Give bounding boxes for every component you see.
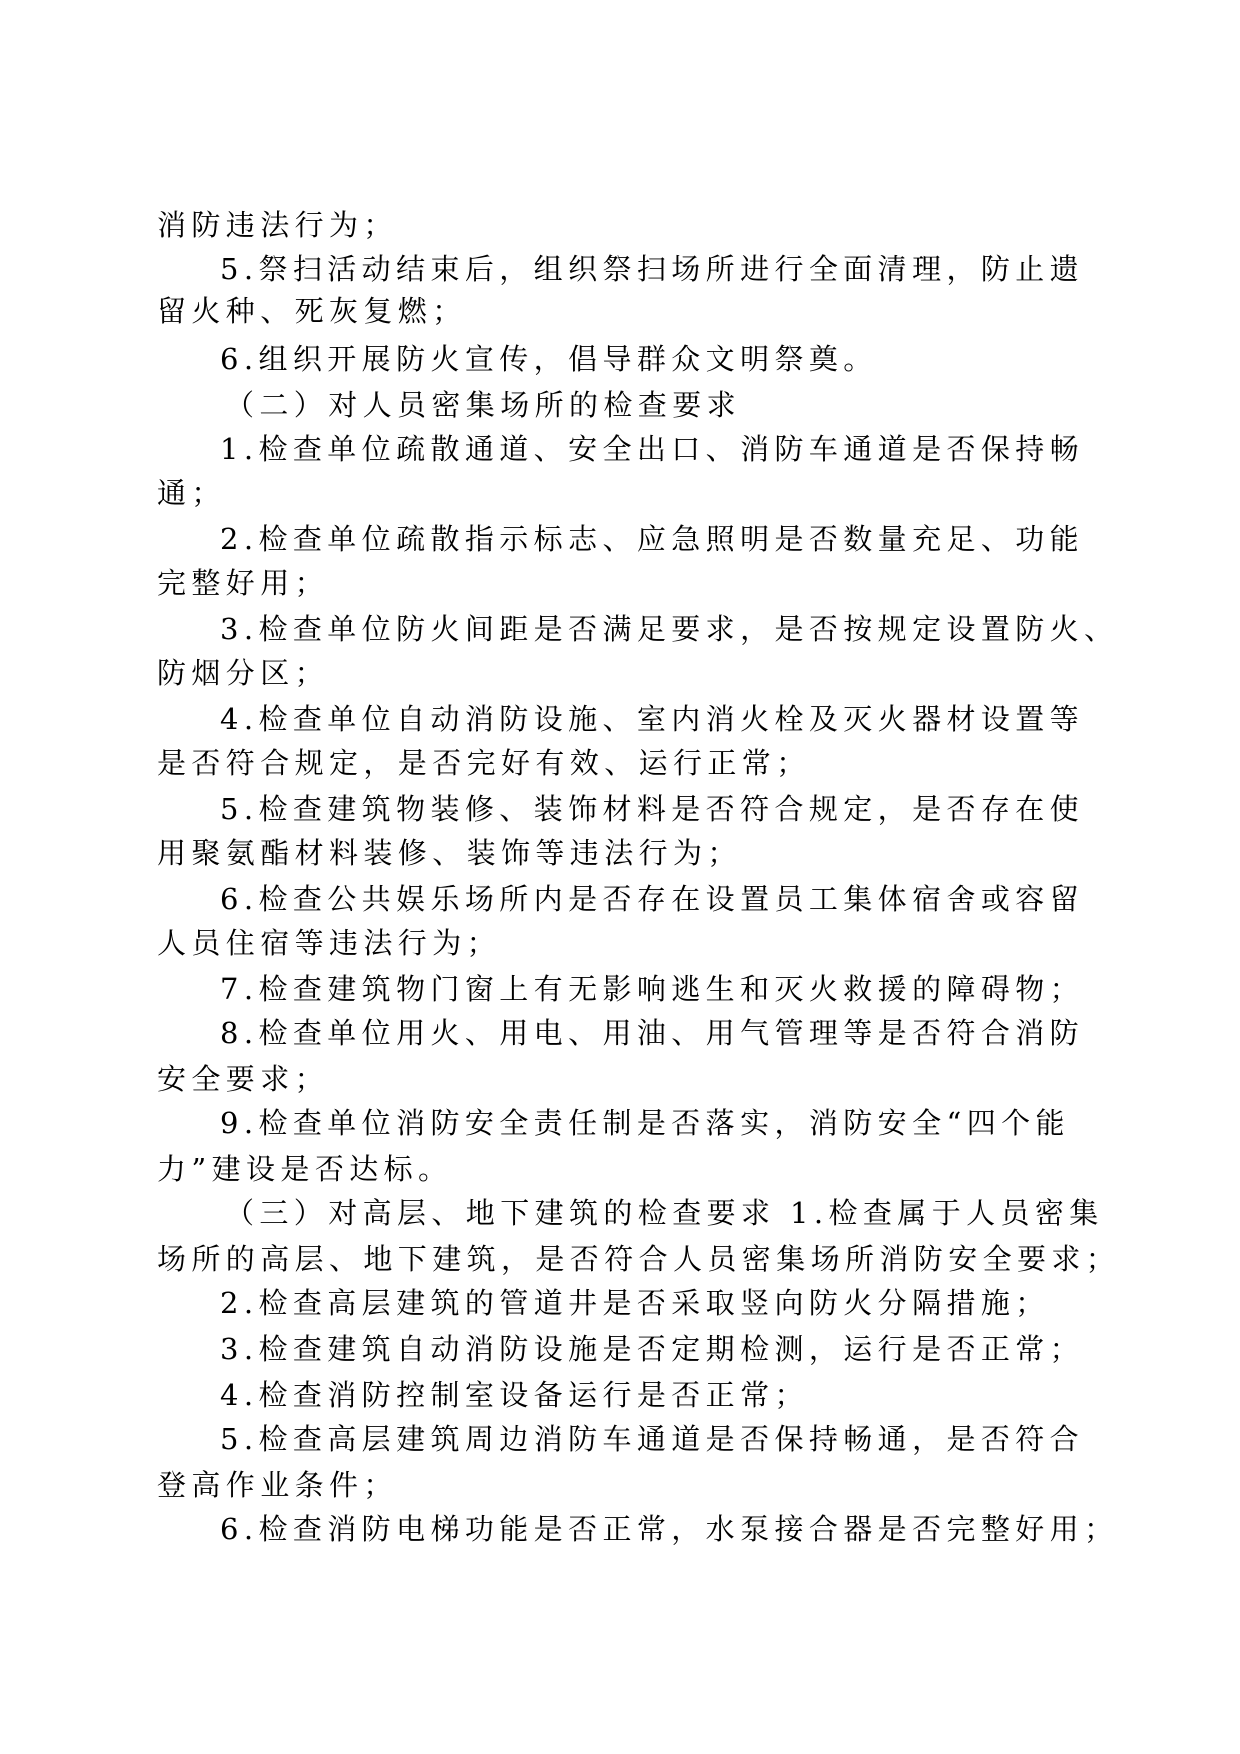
text-line: 6.检查消防电梯功能是否正常，水泵接合器是否完整好用；	[220, 1512, 1119, 1546]
text-line: 2.检查单位疏散指示标志、应急照明是否数量充足、功能	[220, 522, 1085, 556]
text-line: 用聚氨酯材料装修、装饰等违法行为；	[157, 836, 742, 870]
text-line: 6.检查公共娱乐场所内是否存在设置员工集体宿舍或容留	[220, 882, 1085, 916]
text-line: 3.检查单位防火间距是否满足要求，是否按规定设置防火、	[220, 612, 1119, 646]
text-line: 8.检查单位用火、用电、用油、用气管理等是否符合消防	[220, 1016, 1085, 1050]
text-line: 消防违法行为；	[157, 208, 398, 242]
text-line: 通；	[157, 476, 226, 510]
text-line: 完整好用；	[157, 566, 330, 600]
section-heading: （三）对高层、地下建筑的检查要求 1.检查属于人员密集	[225, 1196, 1104, 1230]
section-heading: （二）对人员密集场所的检查要求	[225, 388, 742, 422]
text-line: 9.检查单位消防安全责任制是否落实，消防安全“四个能	[220, 1106, 1070, 1140]
text-line: 7.检查建筑物门窗上有无影响逃生和灭火救援的障碍物；	[220, 972, 1085, 1006]
text-line: 留火种、死灰复燃；	[157, 294, 467, 328]
text-line: 5.检查高层建筑周边消防车通道是否保持畅通，是否符合	[220, 1422, 1085, 1456]
text-line: 2.检查高层建筑的管道井是否采取竖向防火分隔措施；	[220, 1286, 1050, 1320]
text-line: 3.检查建筑自动消防设施是否定期检测，运行是否正常；	[220, 1332, 1085, 1366]
text-line: 5.祭扫活动结束后，组织祭扫场所进行全面清理，防止遗	[220, 252, 1085, 286]
text-line: 4.检查单位自动消防设施、室内消火栓及灭火器材设置等	[220, 702, 1085, 736]
text-line: 登高作业条件；	[157, 1468, 398, 1502]
text-line: 力”建设是否达标。	[157, 1152, 453, 1186]
text-line: 6.组织开展防火宣传，倡导群众文明祭奠。	[220, 342, 878, 376]
text-line: 场所的高层、地下建筑，是否符合人员密集场所消防安全要求；	[157, 1242, 1121, 1276]
text-line: 是否符合规定，是否完好有效、运行正常；	[157, 746, 811, 780]
text-line: 4.检查消防控制室设备运行是否正常；	[220, 1378, 809, 1412]
text-line: 防烟分区；	[157, 656, 330, 690]
text-line: 安全要求；	[157, 1062, 330, 1096]
text-line: 1.检查单位疏散通道、安全出口、消防车通道是否保持畅	[220, 432, 1085, 466]
text-line: 5.检查建筑物装修、装饰材料是否符合规定，是否存在使	[220, 792, 1085, 826]
text-line: 人员住宿等违法行为；	[157, 926, 502, 960]
